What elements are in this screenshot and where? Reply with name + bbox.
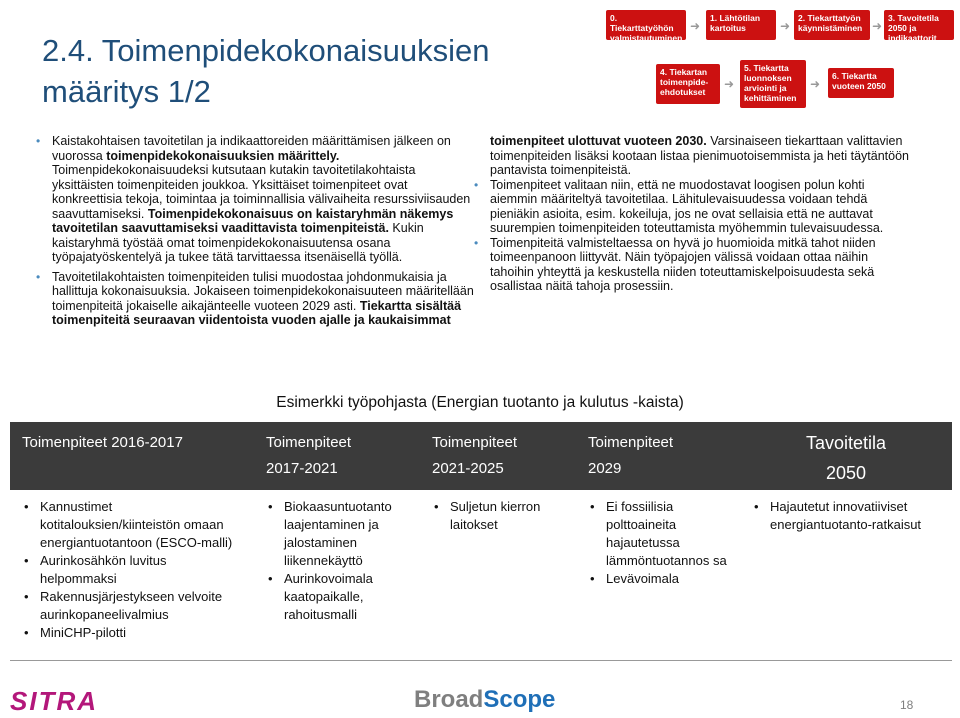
step-6: 6. Tiekartta vuoteen 2050 bbox=[828, 68, 894, 98]
header-cell-1 bbox=[254, 422, 420, 490]
logo-text: Broad bbox=[414, 686, 484, 713]
arrow-icon: ➜ bbox=[810, 77, 821, 91]
header-line1: Toimenpiteet bbox=[266, 434, 352, 451]
example-title: Esimerkki työpohjasta (Energian tuotanto ja kulutus -kaista) bbox=[276, 394, 684, 411]
header-line1: Toimenpiteet 2016-2017 bbox=[22, 434, 183, 451]
right-bullet-2: • Toimenpiteitä valmisteltaessa on hyvä jo huomioida mitkä tahot niiden toimeenpanoon liittyvät. Näin työpajojen välissä voidaan ottaa näihin tahoihin yhteyttä ja keskustella niiden toteuttamiskelpoisuudesta sekä osallistaa näitä tahoja prosessiin. bbox=[474, 236, 914, 294]
left-bullet-1 bbox=[36, 134, 476, 265]
step-3: 3. Tavoitetila 2050 ja indikaattorit bbox=[884, 10, 954, 40]
text-run: Kukin kaistaryhmä työstää omat toimenpidekokonaisuutensa osana työpajatyöskentelyä ja tukee tätä tarvittaessa itsenäisellä työllä. bbox=[52, 221, 424, 264]
text-run: Tavoitetilakohtaisten toimenpiteiden tulisi muodostaa johdonmukaisia ja hallittuja kokonaisuuksia. Jokaiseen toimenpidekokonaisuuteen määritellään toimenpiteitä jokaiselle aikajänteelle vuoteen 2029 asti. bbox=[52, 269, 474, 313]
step-2: 2. Tiekarttatyön käynnistäminen bbox=[794, 10, 870, 40]
broadscope-logo bbox=[414, 686, 555, 714]
table-column-1 bbox=[254, 490, 420, 660]
slide-title-line2: määritys 1/2 bbox=[42, 74, 211, 109]
table-column-0 bbox=[10, 490, 254, 660]
page-number: 18 bbox=[900, 698, 914, 712]
arrow-icon: ➜ bbox=[724, 77, 735, 91]
table-column-3 bbox=[576, 490, 740, 660]
header-line2: 2029 bbox=[588, 460, 622, 477]
right-continuation bbox=[474, 134, 914, 178]
arrow-icon: ➜ bbox=[690, 19, 701, 33]
text-run-bold: toimenpiteet ulottuvat vuoteen 2030. bbox=[490, 134, 707, 148]
header-line1: Toimenpiteet bbox=[432, 434, 518, 451]
list-item: • Aurinkovoimala kaatopaikalle, rahoitusmalli bbox=[262, 570, 412, 624]
slide-title-line1: 2.4. Toimenpidekokonaisuuksien bbox=[42, 33, 490, 68]
arrow-icon: ➜ bbox=[780, 19, 791, 33]
text-run-bold: Tiekartta sisältää toimenpiteitä seuraavan viidentoista vuoden ajalle ja kaukaisimmat bbox=[52, 298, 462, 327]
header-cell-0 bbox=[10, 422, 254, 490]
arrow-icon: ➜ bbox=[872, 19, 883, 33]
list-item: • Ei fossiilisia polttoaineita hajautetussa lämmöntuotannos sa bbox=[584, 498, 732, 570]
list-item: • Hajautetut innovatiiviset energiantuotanto-ratkaisut bbox=[748, 498, 944, 534]
header-cell-3 bbox=[576, 422, 740, 490]
slide-title bbox=[42, 30, 562, 112]
table-body bbox=[10, 490, 952, 661]
text-run: Kaistakohtaisen tavoitetilan ja indikaattoreiden määrittämisen jälkeen on vuorossa bbox=[52, 134, 451, 163]
text-run: Varsinaiseen tiekarttaan valittavien toimenpiteiden lisäksi kootaan listaa pienimuotoisemmista ja heti täytäntöön pantavista toimenpiteistä. bbox=[490, 134, 909, 177]
table-header bbox=[10, 422, 952, 490]
header-line2: 2021-2025 bbox=[432, 460, 504, 477]
header-line1: Toimenpiteet bbox=[588, 434, 674, 451]
text-run-bold: Toimenpidekokonaisuus on kaistaryhmän näkemys tavoitetilan saavuttamiseksi vaadittavista toimenpiteistä. bbox=[52, 206, 454, 235]
list-item: • Rakennusjärjestykseen velvoite aurinkopaneelivalmius bbox=[18, 588, 246, 624]
text-run-bold: toimenpidekokonaisuuksien määrittely. bbox=[106, 148, 340, 163]
table-column-2 bbox=[420, 490, 576, 660]
header-line2: 2050 bbox=[825, 463, 867, 483]
header-line2: 2017-2021 bbox=[266, 460, 338, 477]
process-steps-diagram bbox=[606, 6, 956, 110]
left-text-column bbox=[36, 134, 476, 328]
list-item: • Levävoimala bbox=[584, 570, 732, 588]
left-bullet-2 bbox=[36, 270, 476, 328]
sitra-logo: SITRA bbox=[10, 686, 98, 716]
table-column-4 bbox=[740, 490, 952, 660]
list-item: • Biokaasuntuotanto laajentaminen ja jalostaminen liikennekäyttö bbox=[262, 498, 412, 570]
header-cell-4 bbox=[740, 422, 952, 490]
logo-text: Scope bbox=[483, 686, 556, 713]
right-text-column bbox=[474, 134, 914, 294]
header-line1: Tavoitetila bbox=[805, 433, 887, 453]
list-item: • Suljetun kierron laitokset bbox=[428, 498, 568, 534]
right-bullet-1: • Toimenpiteet valitaan niin, että ne muodostavat loogisen polun kohti aiemmin määriteltyä tavoitetilaa. Lähitulevaisuudessa voidaan tehdä pieniäkin asioita, esim. kokeiluja, jos ne ovat sellaisia että ne auttavat suurempien toimenpiteiden toteuttamista myöhemmin tulevaisuudessa. bbox=[474, 178, 914, 236]
header-cell-2 bbox=[420, 422, 576, 490]
text-run: Toimenpidekokonaisuudeksi kutsutaan kutakin tavoitetilakohtaista yksittäisten toimenpiteiden joukkoa. Yksittäiset toimenpiteet ovat konkreettisia tekoja, toimintaa ja toiminnallisia välivaiheita resurssiviisauden saavuttamiseksi. bbox=[52, 163, 471, 221]
step-1: 1. Lähtötilan kartoitus bbox=[706, 10, 776, 40]
list-item: • MiniCHP-pilotti bbox=[18, 624, 246, 642]
step-5: 5. Tiekartta luonnoksen arviointi ja kehittäminen bbox=[740, 60, 806, 108]
step-4: 4. Tiekartan toimenpide-ehdotukset bbox=[656, 64, 720, 104]
list-item: • Kannustimet kotitalouksien/kiinteistön omaan energiantuotantoon (ESCO-malli) bbox=[18, 498, 246, 552]
step-0: 0. Tiekarttatyöhön valmistautuminen bbox=[606, 10, 686, 40]
list-item: • Aurinkosähkön luvitus helpommaksi bbox=[18, 552, 246, 588]
